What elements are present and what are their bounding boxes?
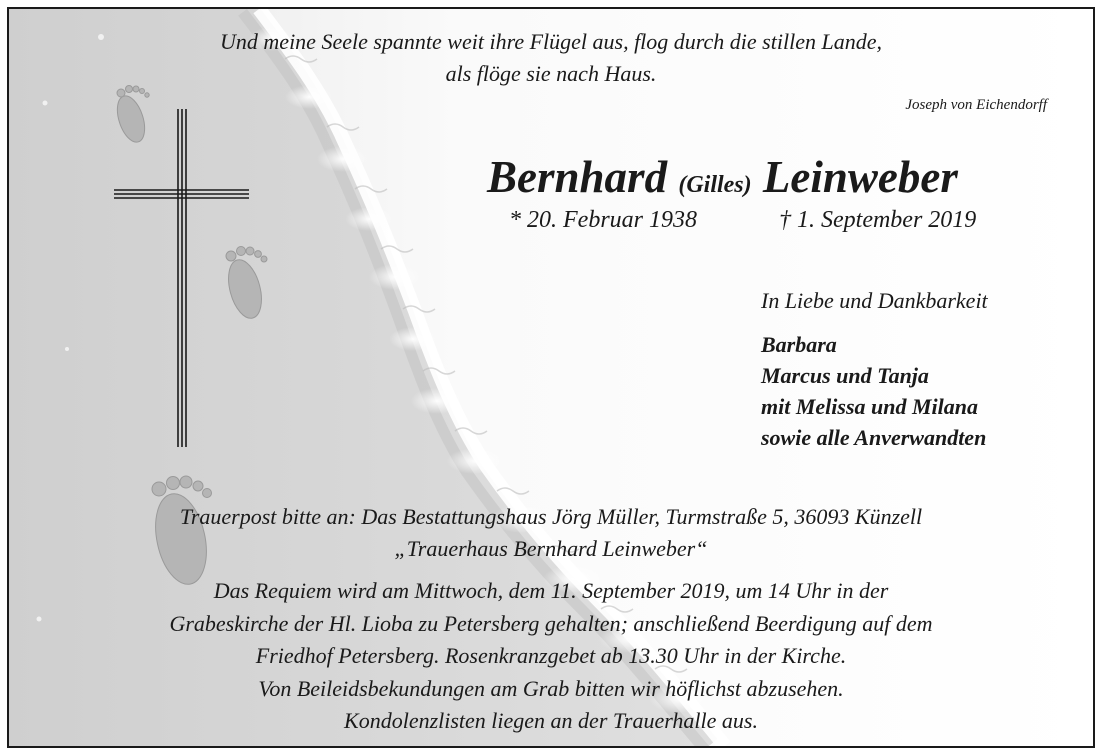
mourner-name: sowie alle Anverwandten (761, 425, 987, 450)
mourner-name: mit Melissa und Milana (761, 394, 979, 419)
condolence-recipient: „Trauerhaus Bernhard Leinweber“ (394, 536, 708, 561)
requiem-info (9, 575, 1093, 738)
deceased-name (487, 151, 958, 203)
requiem-line: Grabeskirche der Hl. Lioba zu Petersberg gehalten; anschließend Beerdigung auf dem (169, 610, 933, 636)
condolence-address: Trauerpost bitte an: Das Bestattungshaus Jörg Müller, Turmstraße 5, 36093 Künzell (179, 504, 923, 529)
mourners-list (761, 329, 986, 453)
obituary-notice (7, 7, 1095, 748)
birth-date: * 20. Februar 1938 (509, 207, 697, 233)
mourner-name: Marcus und Tanja (761, 363, 929, 388)
requiem-line: Von Beileidsbekundungen am Grab bitten wir höflichst abzusehen. (258, 675, 844, 701)
requiem-line: Das Requiem wird am Mittwoch, dem 11. September 2019, um 14 Uhr in der (213, 578, 889, 603)
mourners-intro: In Liebe und Dankbarkeit (761, 288, 988, 313)
quote-line-1: Und meine Seele spannte weit ihre Flügel aus, flog durch die stillen Lande, (220, 29, 882, 54)
last-name: Leinweber (762, 152, 958, 202)
requiem-line: Friedhof Petersberg. Rosenkranzgebet ab 13.30 Uhr in der Kirche. (255, 643, 847, 668)
requiem-line: Kondolenzlisten liegen an der Trauerhalle aus. (344, 708, 758, 733)
middle-name: (Gilles) (678, 172, 752, 198)
quote-line-2: als flöge sie nach Haus. (445, 61, 657, 86)
first-name: Bernhard (487, 152, 668, 202)
death-date: † 1. September 2019 (779, 207, 977, 233)
quote-author: Joseph von Eichendorff (905, 97, 1047, 113)
mourner-name: Barbara (761, 332, 837, 357)
